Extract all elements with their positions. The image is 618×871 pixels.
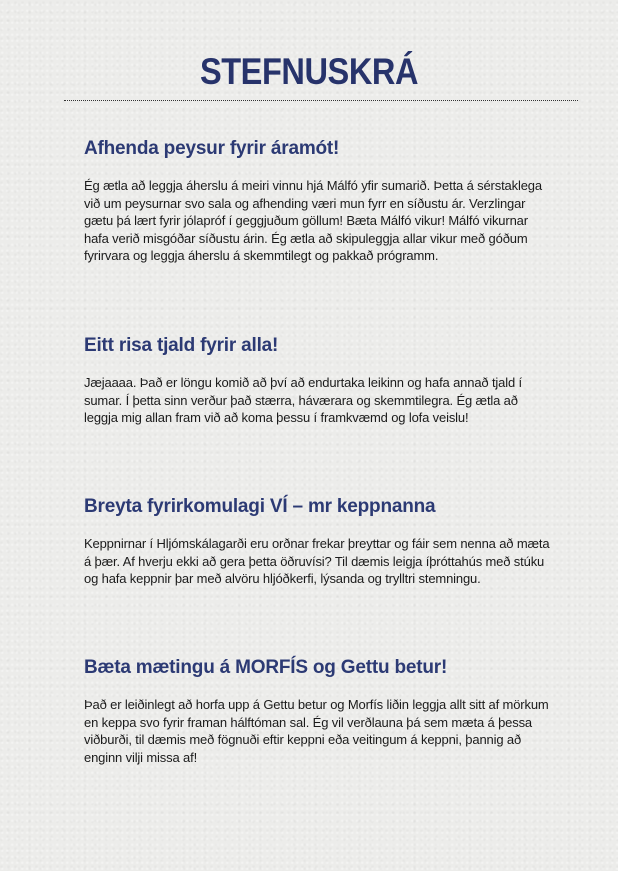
section-peysur bbox=[84, 137, 554, 265]
section-heading: Breyta fyrirkomulagi VÍ – mr keppnanna bbox=[84, 496, 436, 517]
section-tjald bbox=[84, 334, 554, 427]
section-morfis bbox=[84, 656, 554, 766]
section-vi-mr bbox=[84, 495, 554, 588]
section-heading: Eitt risa tjald fyrir alla! bbox=[84, 335, 279, 356]
section-body: Jæjaaaa. Það er löngu komið að því að endurtaka leikinn og hafa annað tjald í sumar. Í þetta sinn verður það stærra, háværara og skemmtilegra. Ég ætla að leggja mig allan fram við að koma þessu í framkvæmd og lofa veislu! bbox=[84, 375, 522, 426]
section-heading: Afhenda peysur fyrir áramót! bbox=[84, 138, 340, 159]
section-body: Það er leiðinlegt að horfa upp á Gettu betur og Morfís liðin leggja allt sitt af mörkum en keppa svo fyrir framan hálftóman sal. Ég vil verðlauna þá sem mæta á þessa viðburði, til dæmis með fögnuði eftir keppni eða veitingum á keppni, þannig að enginn vilji missa af! bbox=[84, 697, 549, 765]
section-heading: Bæta mætingu á MORFÍS og Gettu betur! bbox=[84, 657, 448, 678]
title-divider bbox=[64, 100, 578, 101]
section-body: Ég ætla að leggja áherslu á meiri vinnu hjá Málfó yfir sumarið. Þetta á sérstaklega við um peysurnar svo sala og afhending væri mun fyrr en síðustu ár. Verzlingar gætu þá lært fyrir jólapróf í geggjuðum göllum! Bæta Málfó vikur! Málfó vikurnar hafa verið misgóðar síðustu árin. Ég ætla að skipuleggja allar vikur með góðum fyrirvara og leggja áherslu á skemmtilegt og pakkað prógramm. bbox=[84, 178, 542, 264]
page-title: STEFNUSKRÁ bbox=[199, 51, 419, 92]
section-body: Keppnirnar í Hljómskálagarði eru orðnar frekar þreyttar og fáir sem nenna að mæta á þær. Af hverju ekki að gera þetta öðruvísi? Til dæmis leigja íþróttahús með stúku og hafa keppnir þar með alvöru hljóðkerfi, lýsanda og trylltri stemningu. bbox=[84, 536, 550, 587]
